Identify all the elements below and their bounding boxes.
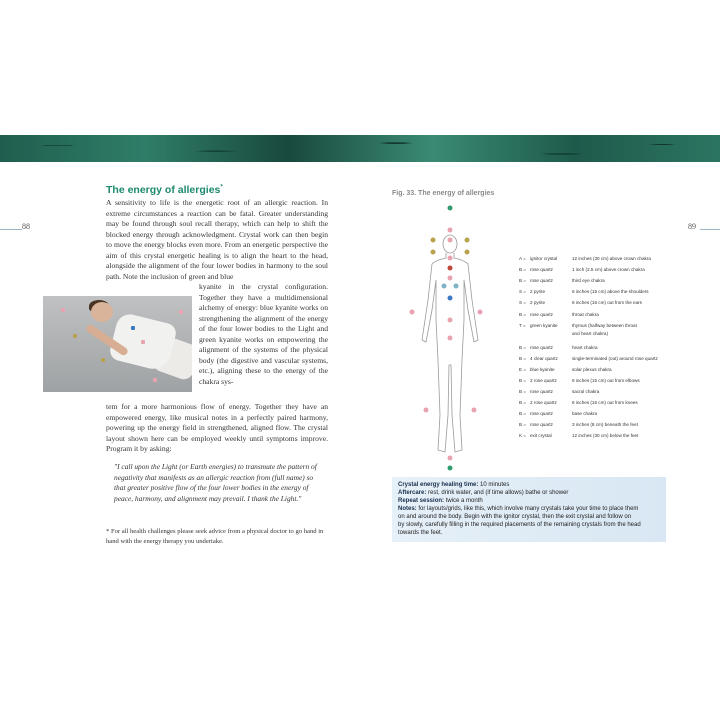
crystal-marker-base: [448, 336, 453, 341]
photo-crystal: [131, 326, 135, 330]
body-outline-figure: [392, 200, 480, 472]
intro-paragraph: A sensitivity to life is the energetic root of an allergic reaction. In extreme circumstances a reaction can be fatal. Greater understanding may be found through soul recall therapy, which can help to shift the blocked energy through acknowledgment. Crystal work can then begin to move the energy blocks even more. From an energetic perspective the aim of this crystal energetic healing is to align the heart to the head, alongside the alignment of the four lower bodies in harmony to the soul path. Note the inclusion of green and blue: [106, 198, 328, 281]
health-footnote: * For all health challenges please seek advice from a physical doctor to go hand in hand with the energy therapy you undertake.: [106, 528, 324, 545]
healing-time-line: Crystal energy healing time: 10 minutes: [398, 482, 510, 488]
crystal-marker-third-eye: [448, 238, 453, 243]
notes-line: Notes: for layouts/grids, like this, which involve many crystals take your time to place them: [398, 506, 639, 512]
right-page-rule: [700, 229, 720, 230]
photo-head: [91, 302, 113, 322]
crystal-marker-ignitor: [448, 206, 453, 211]
crystal-legend: A = ignitor crystal 12 inches (30 cm) above crown chakra B = rose quartz 1 inch (2.5 cm) above crown chakra B = rose quartz third eye chakra S = 2 pyrite 6 inches (15 cm) above the shoulders S = 2 pyrite 6 inches (15 cm) out from the ears B = rose quartz throat chakra T = green kyanite thymus (halfway between throat and heart chakra) B = rose quartz heart chakra B = 4 clear quartz single-terminated (out) around rose quartz E = blue kyanite solar plexus chakra B = 2 rose quartz 6 inches (15 cm) out from elbows B = rose quartz sacral chakra B = 2 rose quartz 6 inches (15 cm) out from knees B = rose quartz base chakra B = rose quartz 3 inches (8 cm) beneath the feet K = exit crystal 12 inches (30 cm) below the feet: [519, 256, 658, 438]
program-invocation-quote: "I call upon the Light (or Earth energies) to transmute the pattern of negativity that manifests as an allergic reaction from (full name) so that greater positive flow of the four lower bodies in the energy of peace, harmony, and alignment may prevail. I thank the Light.": [114, 462, 317, 503]
crystal-marker-pyrite: [431, 238, 436, 243]
crystal-marker-sacral: [448, 318, 453, 323]
left-page-rule: [0, 229, 22, 230]
notes-line: by slowly, carefully filling in the required placements of the remaining crystals from the head: [398, 522, 641, 528]
photo-crystal: [153, 378, 157, 382]
crystal-marker-crown: [448, 228, 453, 233]
crystal-marker-pyrite: [465, 250, 470, 255]
crystal-layout-photo: [43, 296, 192, 392]
photo-crystal: [61, 308, 65, 312]
section-heading: The energy of allergies*: [106, 184, 223, 196]
crystal-marker-knee: [472, 408, 477, 413]
aftercare-line: Aftercare: rest, drink water, and (if time allows) bathe or shower: [398, 490, 569, 496]
left-page-number: 88: [22, 222, 30, 231]
right-page-number: 89: [688, 222, 696, 231]
crystal-marker-knee: [424, 408, 429, 413]
kyanite-paragraph: kyanite in the crystal configuration. Together they have a multidimensional alchemy of energy: blue kyanite works on strengthening the alignment of the energy of the four lower bodies to the Light and green kyanite works on empowering the alignment of the systems of the physical body (the digestive and vascular systems, etc.), aligning these to the energy of the chakra sys-: [199, 282, 328, 386]
repeat-line: Repeat session: twice a month: [398, 498, 483, 504]
crystal-marker-thymus: [448, 266, 453, 271]
crystal-marker-clear-quartz: [454, 284, 459, 289]
crystal-marker-heart: [448, 276, 453, 281]
crystal-marker-solar-plexus: [448, 296, 453, 301]
crystal-marker-pyrite: [465, 238, 470, 243]
crystal-marker-exit: [448, 466, 453, 471]
photo-crystal: [179, 310, 183, 314]
notes-line: on and around the body. Begin with the ignitor crystal, then the exit crystal and follow on: [398, 514, 632, 520]
figure-caption: Fig. 33. The energy of allergies: [392, 190, 495, 197]
photo-crystal: [141, 340, 145, 344]
crystal-marker-throat: [448, 256, 453, 261]
healing-info-box: [392, 477, 666, 542]
crystal-marker-elbow: [410, 310, 415, 315]
crystal-marker-feet: [448, 456, 453, 461]
crystal-marker-elbow: [478, 310, 483, 315]
footnote-mark: *: [220, 184, 223, 191]
photo-crystal: [73, 334, 77, 338]
notes-line: towards the feet.: [398, 530, 443, 536]
crystal-marker-pyrite: [431, 250, 436, 255]
harmony-paragraph: tem for a more harmonious flow of energy. Together they have an empowered energy, like musical notes in a perfectly paired harmony, powering up the energy field in strengthened, aligned flow. The crystal layout shown here can be employed weekly until symptoms improve. Program it by asking:: [106, 402, 328, 453]
malachite-banner: [0, 135, 720, 162]
crystal-marker-clear-quartz: [442, 284, 447, 289]
photo-crystal: [101, 358, 105, 362]
